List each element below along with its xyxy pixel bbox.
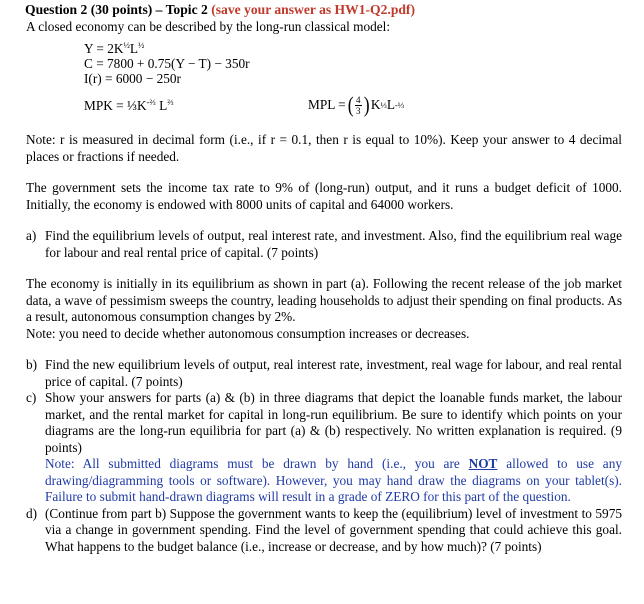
part-b: b) Find the new equilibrium levels of output, real interest rate, investment, real wage for labour, and real rental price of capital. (7 points)	[26, 357, 622, 389]
question-title-text: Question 2 (30 points) – Topic 2	[25, 2, 212, 17]
investment-function: I(r) = 6000 − 250r	[84, 71, 181, 86]
hand-drawn-note: Note: All submitted diagrams must be drawn by hand (i.e., you are NOT allowed to use any drawing/diagramming tools or software). However, you may hand draw the diagrams on your tablet(s). Failure to submit hand-drawn diagrams will result in a grade of ZERO for this part of the question.	[45, 456, 622, 504]
production-function: $Y = 2K^{\frac{1}{2}}L^{\frac{1}{2}}$	[84, 40, 145, 56]
part-c: c) Show your answers for parts (a) & (b) in three diagrams that depict the loanable funds market, the labour market, and the rental market for capital in long-run equilibrium. Be sure to identify which points on your diagrams are the long-run equilibria for part (a) & (b) respectively. No written explanation is required. (9 points) Note: All submitted diagrams must be drawn by hand (i.e., you are NOT allowed to use any drawing/diagramming tools or software). However, you may hand draw the diagrams on your tablet(s). Failure to submit hand-drawn diagrams will result in a grade of ZERO for this part of the question.	[26, 390, 622, 504]
shock-paragraph: The economy is initially in its equilibrium as shown in part (a). Following the recent release of the job market data, a wave of pessimism sweeps the country, leading households to adjust their spending on final products. As a result, autonomous consumption changes by 2%.	[26, 276, 622, 324]
mpl-equation: MPL = ( $\frac{4}{3}$ ) K ⅓ L -⅓	[308, 92, 405, 117]
consumption-function: C = 7800 + 0.75(Y − T) − 350r	[84, 56, 250, 71]
save-instruction: (save your answer as HW1-Q2.pdf)	[211, 2, 415, 17]
part-a: a) Find the equilibrium levels of output, real interest rate, and investment. Also, find the equilibrium real wage for labour and real rental price of capital. (7 points)	[26, 228, 622, 260]
model-equations	[84, 41, 622, 116]
intro-text: A closed economy can be described by the long-run classical model:	[26, 18, 391, 34]
mpk-equation: MPK = $\frac{1}{3}K^{-\frac{2}{3}}$ $L^{\frac{2}{3}}$	[84, 97, 174, 113]
question-title	[25, 2, 622, 19]
autonomous-note: Note: you need to decide whether autonomous consumption increases or decreases.	[26, 325, 470, 341]
government-paragraph: The government sets the income tax rate to 9% of (long-run) output, and it runs a budget deficit of 1000. Initially, the economy is endowed with 8000 units of capital and 64000 workers.	[26, 180, 622, 212]
decimal-note: Note: r is measured in decimal form (i.e., if r = 0.1, then r is equal to 10%). Keep your answer to 4 decimal places or fractions if needed.	[26, 132, 622, 164]
part-d: d) (Continue from part b) Suppose the government wants to keep the (equilibrium) level of investment to 5975 via a change in government spending. Find the level of government spending that could achieve this goal. What happens to the budget balance (i.e., increase or decrease, and by how much)? (7 points)	[26, 505, 622, 554]
